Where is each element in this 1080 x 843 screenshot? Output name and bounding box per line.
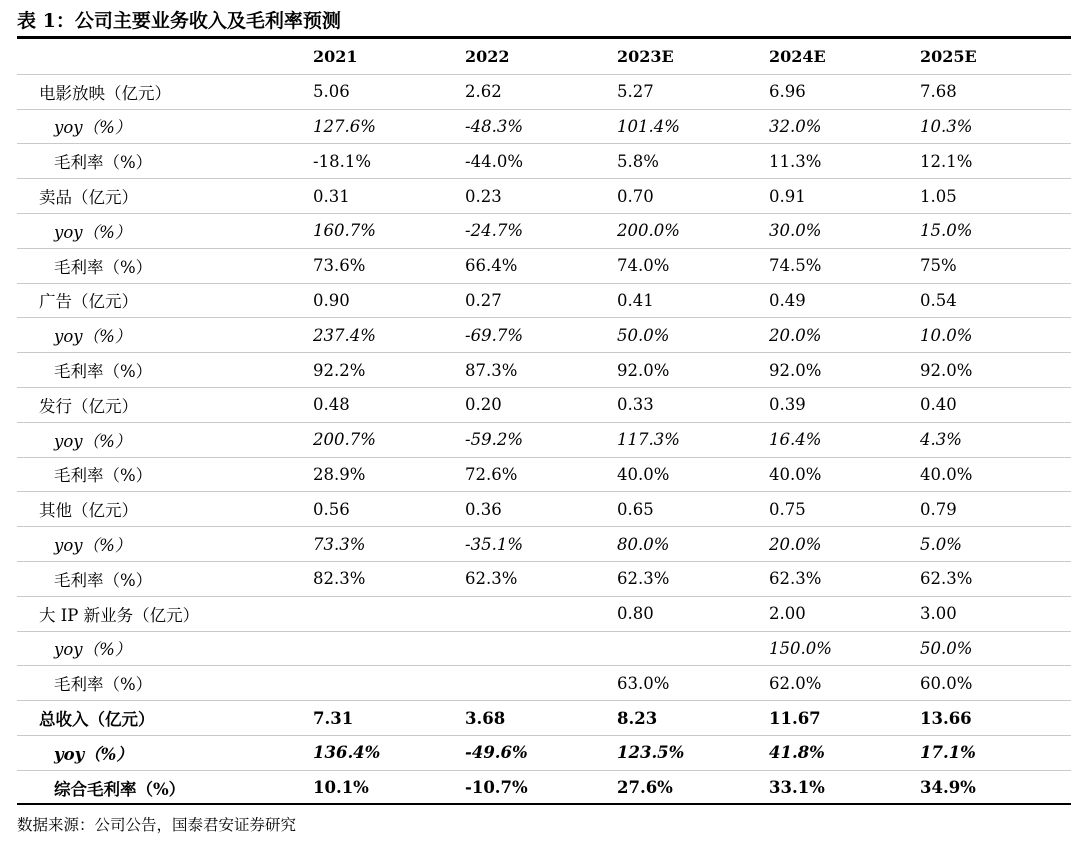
row-label: 总收入（亿元） xyxy=(17,701,313,736)
table-row xyxy=(17,596,1071,631)
table-cell: 10.0% xyxy=(920,318,1071,353)
table-cell: 0.33 xyxy=(617,387,769,422)
header-cell-2021: 2021 xyxy=(313,40,465,74)
table-cell: 0.65 xyxy=(617,492,769,527)
table-cell: 15.0% xyxy=(920,213,1071,248)
table-cell: 0.23 xyxy=(465,179,617,214)
header-cell-2023e: 2023E xyxy=(617,40,769,74)
row-label: 其他（亿元） xyxy=(17,492,313,527)
table-cell xyxy=(313,666,465,701)
table-row xyxy=(17,353,1071,388)
table-cell: 117.3% xyxy=(617,422,769,457)
table-cell: 92.2% xyxy=(313,353,465,388)
table-cell xyxy=(465,631,617,666)
table-cell: 127.6% xyxy=(313,109,465,144)
table-cell xyxy=(617,631,769,666)
table-cell: 62.3% xyxy=(769,561,920,596)
table-cell: 20.0% xyxy=(769,527,920,562)
row-label: 毛利率（%） xyxy=(17,666,313,701)
table-cell: 0.91 xyxy=(769,179,920,214)
table-cell: 17.1% xyxy=(920,735,1071,770)
table-cell: 0.80 xyxy=(617,596,769,631)
table-row xyxy=(17,492,1071,527)
row-label: 毛利率（%） xyxy=(17,457,313,492)
row-label: yoy（%） xyxy=(17,422,313,457)
table-cell: 3.00 xyxy=(920,596,1071,631)
table-cell: 40.0% xyxy=(920,457,1071,492)
table-cell: 0.56 xyxy=(313,492,465,527)
table-cell: -44.0% xyxy=(465,144,617,179)
table-cell: -24.7% xyxy=(465,213,617,248)
table-cell: 0.39 xyxy=(769,387,920,422)
table-cell: -35.1% xyxy=(465,527,617,562)
table-row xyxy=(17,735,1071,770)
table-cell: 92.0% xyxy=(769,353,920,388)
table-cell: 50.0% xyxy=(920,631,1071,666)
table-cell: 1.05 xyxy=(920,179,1071,214)
table-cell: 92.0% xyxy=(617,353,769,388)
table-cell: 30.0% xyxy=(769,213,920,248)
table-cell: 2.62 xyxy=(465,74,617,109)
table-cell: 0.41 xyxy=(617,283,769,318)
table-cell: -18.1% xyxy=(313,144,465,179)
table-cell: 5.06 xyxy=(313,74,465,109)
row-label: yoy（%） xyxy=(17,109,313,144)
table-cell: 80.0% xyxy=(617,527,769,562)
table-cell xyxy=(465,666,617,701)
row-label: yoy（%） xyxy=(17,213,313,248)
table-cell: 60.0% xyxy=(920,666,1071,701)
table-cell: 7.68 xyxy=(920,74,1071,109)
table-cell: 4.3% xyxy=(920,422,1071,457)
table-cell: 33.1% xyxy=(769,778,825,798)
table-cell: 8.23 xyxy=(617,701,769,736)
row-label: yoy（%） xyxy=(17,735,313,770)
table-cell: 82.3% xyxy=(313,561,465,596)
row-label: 毛利率（%） xyxy=(17,144,313,179)
table-row xyxy=(17,387,1071,422)
table-cell: 74.5% xyxy=(769,248,920,283)
table-cell: 0.48 xyxy=(313,387,465,422)
table-cell: 200.0% xyxy=(617,213,769,248)
table-cell: 40.0% xyxy=(617,457,769,492)
table-cell: 41.8% xyxy=(769,735,920,770)
header-cell-label xyxy=(17,40,313,74)
table-cell: 62.3% xyxy=(617,561,769,596)
table-row xyxy=(17,318,1071,353)
table-row xyxy=(17,248,1071,283)
table-cell: 73.3% xyxy=(313,527,465,562)
table-cell: 0.20 xyxy=(465,387,617,422)
table-cell: 50.0% xyxy=(617,318,769,353)
row-label: 综合毛利率（%） xyxy=(54,779,186,799)
table-cell: 200.7% xyxy=(313,422,465,457)
table-row xyxy=(17,179,1071,214)
table-cell: 87.3% xyxy=(465,353,617,388)
row-label: 广告（亿元） xyxy=(17,283,313,318)
table-cell: 0.90 xyxy=(313,283,465,318)
row-label: 电影放映（亿元） xyxy=(17,74,313,109)
table-cell: 13.66 xyxy=(920,701,1071,736)
header-row xyxy=(17,40,1071,74)
table-cell: 75% xyxy=(920,248,1071,283)
table-cell: 73.6% xyxy=(313,248,465,283)
table-cell: 62.0% xyxy=(769,666,920,701)
row-label: yoy（%） xyxy=(17,318,313,353)
table-cell: 0.36 xyxy=(465,492,617,527)
table-cell: 0.75 xyxy=(769,492,920,527)
header-cell-2022: 2022 xyxy=(465,40,617,74)
table-cell: 0.70 xyxy=(617,179,769,214)
row-label: 卖品（亿元） xyxy=(17,179,313,214)
table-cell: 136.4% xyxy=(313,735,465,770)
table-title: 表 1：公司主要业务收入及毛利率预测 xyxy=(17,10,341,32)
table-cell: 7.31 xyxy=(313,701,465,736)
table-row xyxy=(17,283,1071,318)
table-cell: 20.0% xyxy=(769,318,920,353)
table-cell: -59.2% xyxy=(465,422,617,457)
table-cell: 62.3% xyxy=(465,561,617,596)
table-row xyxy=(17,144,1071,179)
table-cell: 123.5% xyxy=(617,735,769,770)
table-cell: 0.40 xyxy=(920,387,1071,422)
table-cell xyxy=(313,631,465,666)
table-cell: 74.0% xyxy=(617,248,769,283)
header-cell-2024e: 2024E xyxy=(769,40,920,74)
table-cell: 150.0% xyxy=(769,631,920,666)
table-cell: -48.3% xyxy=(465,109,617,144)
table-cell: 2.00 xyxy=(769,596,920,631)
row-label: 大 IP 新业务（亿元） xyxy=(17,596,313,631)
table-cell: 62.3% xyxy=(920,561,1071,596)
row-label: yoy（%） xyxy=(17,631,313,666)
table-row xyxy=(17,457,1071,492)
table-cell: 40.0% xyxy=(769,457,920,492)
forecast-table xyxy=(17,40,1071,805)
table-cell: 101.4% xyxy=(617,109,769,144)
bottom-rule xyxy=(17,803,1071,805)
table-cell: 72.6% xyxy=(465,457,617,492)
table-cell: 27.6% xyxy=(617,778,673,798)
table-cell: 3.68 xyxy=(465,701,617,736)
row-label: yoy（%） xyxy=(17,527,313,562)
table-cell: 12.1% xyxy=(920,144,1071,179)
table-cell xyxy=(465,596,617,631)
table-cell: -69.7% xyxy=(465,318,617,353)
table-cell: 0.31 xyxy=(313,179,465,214)
table-row xyxy=(17,74,1071,109)
table-cell: 32.0% xyxy=(769,109,920,144)
table-cell: 6.96 xyxy=(769,74,920,109)
table-cell: 0.27 xyxy=(465,283,617,318)
table-cell: -49.6% xyxy=(465,735,617,770)
table-cell: 237.4% xyxy=(313,318,465,353)
header-cell-2025e: 2025E xyxy=(920,40,1071,74)
table-row xyxy=(17,701,1071,736)
table-cell: 10.3% xyxy=(920,109,1071,144)
table-cell: -10.7% xyxy=(465,778,528,798)
row-label: 发行（亿元） xyxy=(17,387,313,422)
row-label: 毛利率（%） xyxy=(17,561,313,596)
table-cell: 5.8% xyxy=(617,144,769,179)
table-row xyxy=(17,422,1071,457)
table-cell: 11.67 xyxy=(769,701,920,736)
table-cell: 0.79 xyxy=(920,492,1071,527)
table-row xyxy=(17,109,1071,144)
table-row xyxy=(17,666,1071,701)
row-label: 毛利率（%） xyxy=(17,248,313,283)
source-note: 数据来源：公司公告，国泰君安证券研究 xyxy=(17,816,297,834)
table-row xyxy=(17,213,1071,248)
table-cell: 0.54 xyxy=(920,283,1071,318)
table-row xyxy=(17,561,1071,596)
table-cell: 63.0% xyxy=(617,666,769,701)
table-row xyxy=(17,770,1071,804)
table-cell: 5.0% xyxy=(920,527,1071,562)
table-cell: 66.4% xyxy=(465,248,617,283)
table-cell: 34.9% xyxy=(920,778,976,798)
table-cell: 160.7% xyxy=(313,213,465,248)
table-cell: 11.3% xyxy=(769,144,920,179)
top-rule xyxy=(17,36,1071,39)
table-row xyxy=(17,631,1071,666)
table-row xyxy=(17,527,1071,562)
table-cell: 92.0% xyxy=(920,353,1071,388)
table-cell: 10.1% xyxy=(313,778,369,798)
table-cell: 16.4% xyxy=(769,422,920,457)
row-label: 毛利率（%） xyxy=(17,353,313,388)
table-cell: 28.9% xyxy=(313,457,465,492)
table-cell: 0.49 xyxy=(769,283,920,318)
table-cell xyxy=(313,596,465,631)
table-cell: 5.27 xyxy=(617,74,769,109)
